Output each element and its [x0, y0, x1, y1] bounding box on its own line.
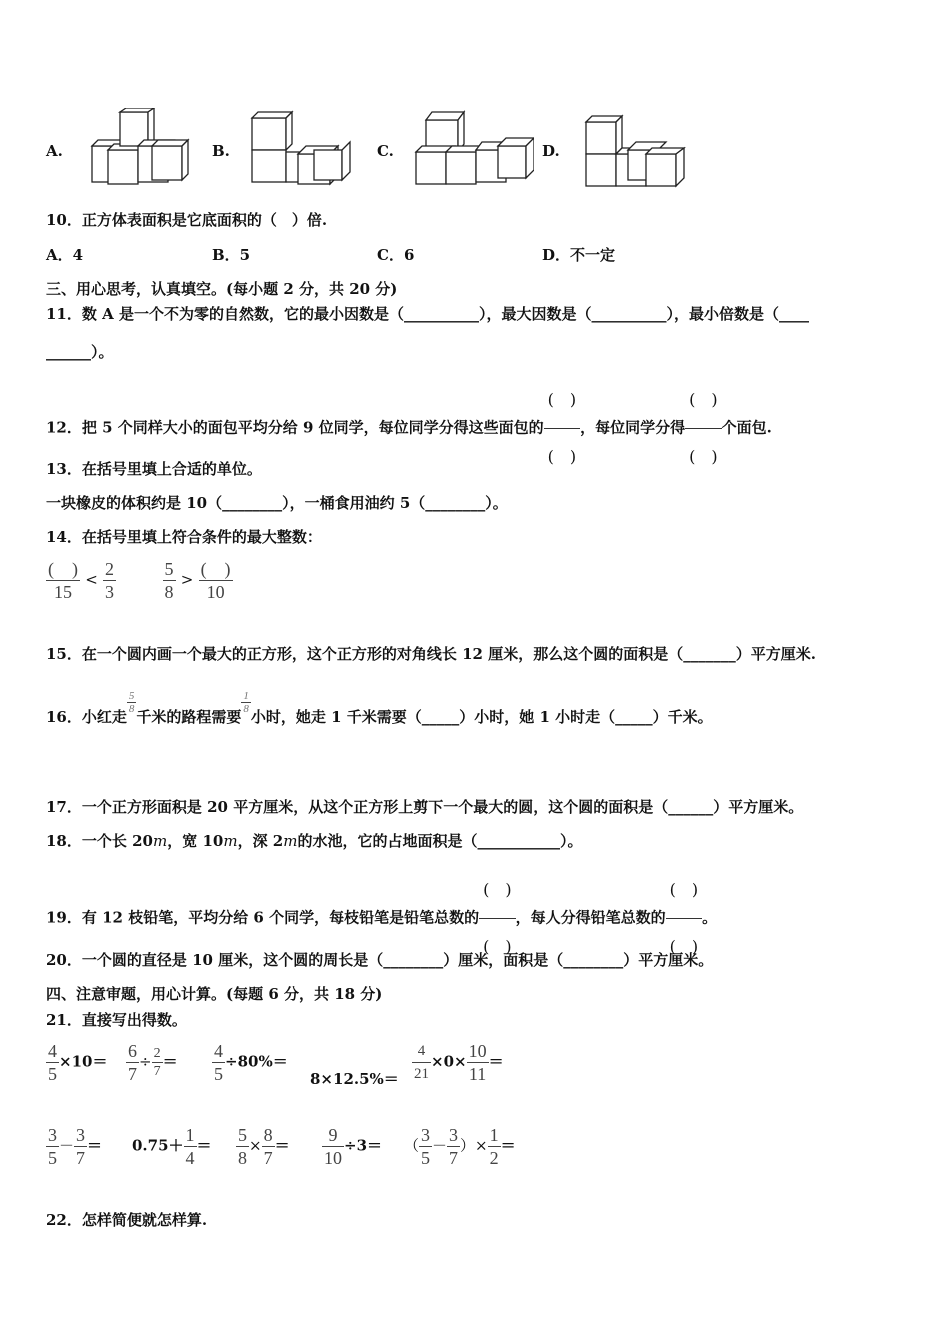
q18-unit-m-1: m	[152, 832, 168, 850]
expr-tail: ＝	[488, 1052, 504, 1071]
q14-f1-denominator: 15	[54, 582, 72, 602]
operator: －	[432, 1136, 448, 1155]
q18-part2: ，宽 10	[167, 832, 224, 850]
q20-text: 20．一个圆的直径是 10 厘米，这个圆的周长是（________）厘米，面积是（________）平方厘米。	[46, 951, 714, 969]
fraction	[152, 1045, 163, 1080]
operator: ÷	[139, 1052, 152, 1071]
q18-unit-m-2: m	[223, 832, 238, 850]
q16-f1-numerator: 5	[128, 690, 135, 702]
q10-option-c: C．6	[377, 246, 415, 264]
numerator: 3	[76, 1125, 86, 1145]
fraction	[126, 1040, 139, 1085]
option-d-label: D.	[542, 142, 560, 160]
q19-blank-numerator-2[interactable]: ( )	[666, 862, 703, 919]
denominator: 5	[214, 1064, 223, 1084]
denominator: 7	[128, 1064, 137, 1084]
expr-tail: ＝	[500, 1136, 516, 1155]
expr-tail: ＝	[162, 1052, 178, 1071]
q14-fraction-4[interactable]	[199, 558, 233, 603]
q16-fraction-1	[127, 690, 137, 715]
q18-part4: 的水池，它的占地面积是（___________）。	[297, 832, 583, 850]
q14-fraction-3	[163, 558, 176, 603]
denominator: 11	[468, 1064, 487, 1084]
fraction	[236, 1124, 249, 1169]
q11-line1: 11．数 A 是一个不为零的自然数，它的最小因数是（__________），最大因数是（__________），最小倍数是（____	[46, 305, 809, 323]
q19-part3: 。	[702, 908, 718, 927]
q16-f2-numerator: 1	[243, 690, 249, 702]
cube-figure-a	[88, 108, 194, 188]
q21-title: 21．直接写出得数。	[46, 1011, 187, 1029]
fraction	[322, 1124, 344, 1169]
q21-expr-9	[322, 1124, 382, 1169]
numerator: 10	[468, 1041, 487, 1061]
q19-blank-denominator-1[interactable]: ( )	[483, 937, 512, 956]
denominator: 5	[421, 1148, 431, 1168]
numerator: 3	[48, 1125, 57, 1145]
fraction	[419, 1124, 432, 1169]
section-3-heading: 三、用心思考，认真填空。(每小题 2 分，共 20 分)	[46, 280, 398, 298]
q12-blank-numerator-1[interactable]: ( )	[544, 372, 581, 429]
q12-part2: ，每位同学分得	[580, 418, 686, 437]
fraction	[46, 1040, 59, 1085]
fraction	[74, 1124, 87, 1169]
q18-part1: 18．一个长 20	[46, 832, 153, 850]
q15-text: 15．在一个圆内画一个最大的正方形，这个正方形的对角线长 12 厘米，那么这个圆的面积是（_______）平方厘米.	[46, 645, 816, 663]
numerator: 4	[214, 1041, 223, 1061]
q14-f2-denominator: 3	[105, 582, 115, 602]
q17-text: 17．一个正方形面积是 20 平方厘米，从这个正方形上剪下一个最大的圆，这个圆的面积是（______）平方厘米。	[46, 798, 804, 816]
numerator: 3	[449, 1125, 459, 1145]
expr-tail: ×10＝	[59, 1052, 108, 1071]
right-paren: ）×	[460, 1136, 488, 1155]
numerator: 6	[128, 1041, 137, 1061]
fraction	[46, 1124, 59, 1169]
q21-expr-10	[404, 1124, 516, 1169]
q18-unit-m-3: m	[283, 832, 298, 850]
q10-text: 10．正方体表面积是它底面积的（ ）倍.	[46, 211, 328, 229]
q21-expr-7	[132, 1124, 212, 1169]
q12-blank-numerator-2[interactable]: ( )	[685, 372, 722, 429]
q13-line2: 一块橡皮的体积约是 10（________），一桶食用油约 5（________）。	[46, 494, 508, 512]
denominator: 7	[263, 1148, 273, 1168]
q22-text: 22．怎样简便就怎样算.	[46, 1211, 208, 1229]
less-than-sign: <	[85, 570, 98, 589]
q16-fraction-2	[241, 690, 251, 715]
denominator: 7	[449, 1148, 459, 1168]
numerator: 1	[185, 1125, 195, 1145]
q19-blank-numerator-1[interactable]: ( )	[479, 862, 516, 919]
q10-option-d: D．不一定	[542, 246, 616, 264]
q12-part3: 个面包.	[721, 418, 772, 437]
q18-text	[46, 831, 582, 851]
q11-line2: ______）。	[46, 343, 114, 361]
numerator: 8	[263, 1125, 273, 1145]
numerator: 9	[322, 1124, 344, 1147]
q12-fraction-blank-1[interactable]	[544, 372, 581, 485]
expr-tail: ＝	[196, 1136, 212, 1155]
denominator: 5	[48, 1148, 57, 1168]
option-b-label: B.	[212, 142, 230, 160]
option-c-label: C.	[377, 142, 394, 160]
section-4-heading: 四、注意审题，用心计算。(每题 6 分，共 18 分)	[46, 985, 383, 1003]
denominator: 8	[238, 1148, 247, 1168]
q14-blank-1[interactable]: ( )	[48, 559, 78, 579]
greater-than-sign: >	[180, 570, 194, 589]
q21-expr-5	[412, 1040, 504, 1085]
expr-tail: ＝	[274, 1136, 290, 1155]
q14-fraction-1[interactable]	[46, 558, 80, 603]
denominator: 21	[414, 1066, 429, 1082]
cube-figure-c	[414, 110, 534, 188]
q14-f2-numerator: 2	[105, 559, 115, 579]
expr-head: 0.75＋	[132, 1136, 184, 1155]
cube-figure-d	[584, 112, 690, 188]
operator: －	[59, 1136, 75, 1155]
q18-part3: ，深 2	[237, 832, 284, 850]
q14-line1: 14．在括号里填上符合条件的最大整数：	[46, 528, 322, 546]
expr-tail: ÷80%＝	[225, 1052, 288, 1071]
fraction	[184, 1124, 197, 1169]
fraction	[412, 1040, 431, 1085]
q14-fraction-2	[103, 558, 116, 603]
q21-expr-4: 8×12.5%＝	[310, 1070, 399, 1088]
q16-text	[46, 686, 713, 748]
fraction	[467, 1040, 489, 1085]
expr-tail: ＝	[87, 1136, 103, 1155]
q21-expr-8	[236, 1124, 290, 1169]
expr-mid: ×0×	[431, 1052, 467, 1071]
fraction	[488, 1124, 501, 1169]
numerator: 2	[153, 1046, 161, 1061]
q16-part1: 16．小红走	[46, 708, 127, 726]
denominator: 7	[153, 1064, 161, 1079]
q19-part1: 19．有 12 枝铅笔，平均分给 6 个同学，每枝铅笔是铅笔总数的	[46, 908, 480, 927]
q16-part3: 小时，她走 1 千米需要（_____）小时，她 1 小时走（_____）千米。	[250, 708, 713, 726]
q16-f1-denominator: 8	[128, 703, 135, 715]
numerator: 1	[489, 1125, 499, 1145]
left-paren: （	[404, 1136, 420, 1155]
q21-expr-2	[126, 1040, 178, 1085]
q14-f3-denominator: 8	[164, 582, 174, 602]
q14-inequalities	[46, 558, 233, 603]
fraction	[212, 1040, 225, 1085]
q12-fraction-blank-2[interactable]	[685, 372, 722, 485]
q10-option-a: A．4	[46, 246, 84, 264]
q14-blank-2[interactable]: ( )	[200, 559, 231, 579]
numerator: 5	[238, 1125, 247, 1145]
q14-f4-denominator: 10	[206, 582, 225, 602]
q13-line1: 13．在括号里填上合适的单位。	[46, 460, 262, 478]
q16-f2-denominator: 8	[243, 703, 249, 715]
numerator: 4	[48, 1041, 57, 1061]
fraction	[447, 1124, 460, 1169]
q16-part2: 千米的路程需要	[136, 708, 242, 726]
denominator: 4	[185, 1148, 195, 1168]
denominator: 2	[489, 1148, 499, 1168]
numerator: 3	[421, 1125, 431, 1145]
q21-expr-6	[46, 1124, 102, 1169]
q12-blank-denominator-1[interactable]: ( )	[547, 447, 577, 466]
q12-blank-denominator-2[interactable]: ( )	[689, 447, 718, 466]
q21-expr-1	[46, 1040, 107, 1085]
q19-part2: ，每人分得铅笔总数的	[515, 908, 666, 927]
q14-f3-numerator: 5	[164, 559, 174, 579]
q19-blank-denominator-2[interactable]: ( )	[669, 937, 699, 956]
denominator: 10	[324, 1148, 342, 1168]
fraction	[262, 1124, 275, 1169]
operator: ×	[249, 1136, 262, 1155]
numerator: 4	[412, 1040, 431, 1063]
cube-figure-b	[250, 110, 356, 188]
denominator: 5	[48, 1064, 57, 1084]
q10-option-b: B．5	[212, 246, 251, 264]
option-a-label: A.	[46, 142, 63, 160]
expr-tail: ÷3＝	[344, 1136, 383, 1155]
denominator: 7	[76, 1148, 86, 1168]
q12-part1: 12．把 5 个同样大小的面包平均分给 9 位同学，每位同学分得这些面包的	[46, 418, 544, 437]
q21-expr-3	[212, 1040, 288, 1085]
